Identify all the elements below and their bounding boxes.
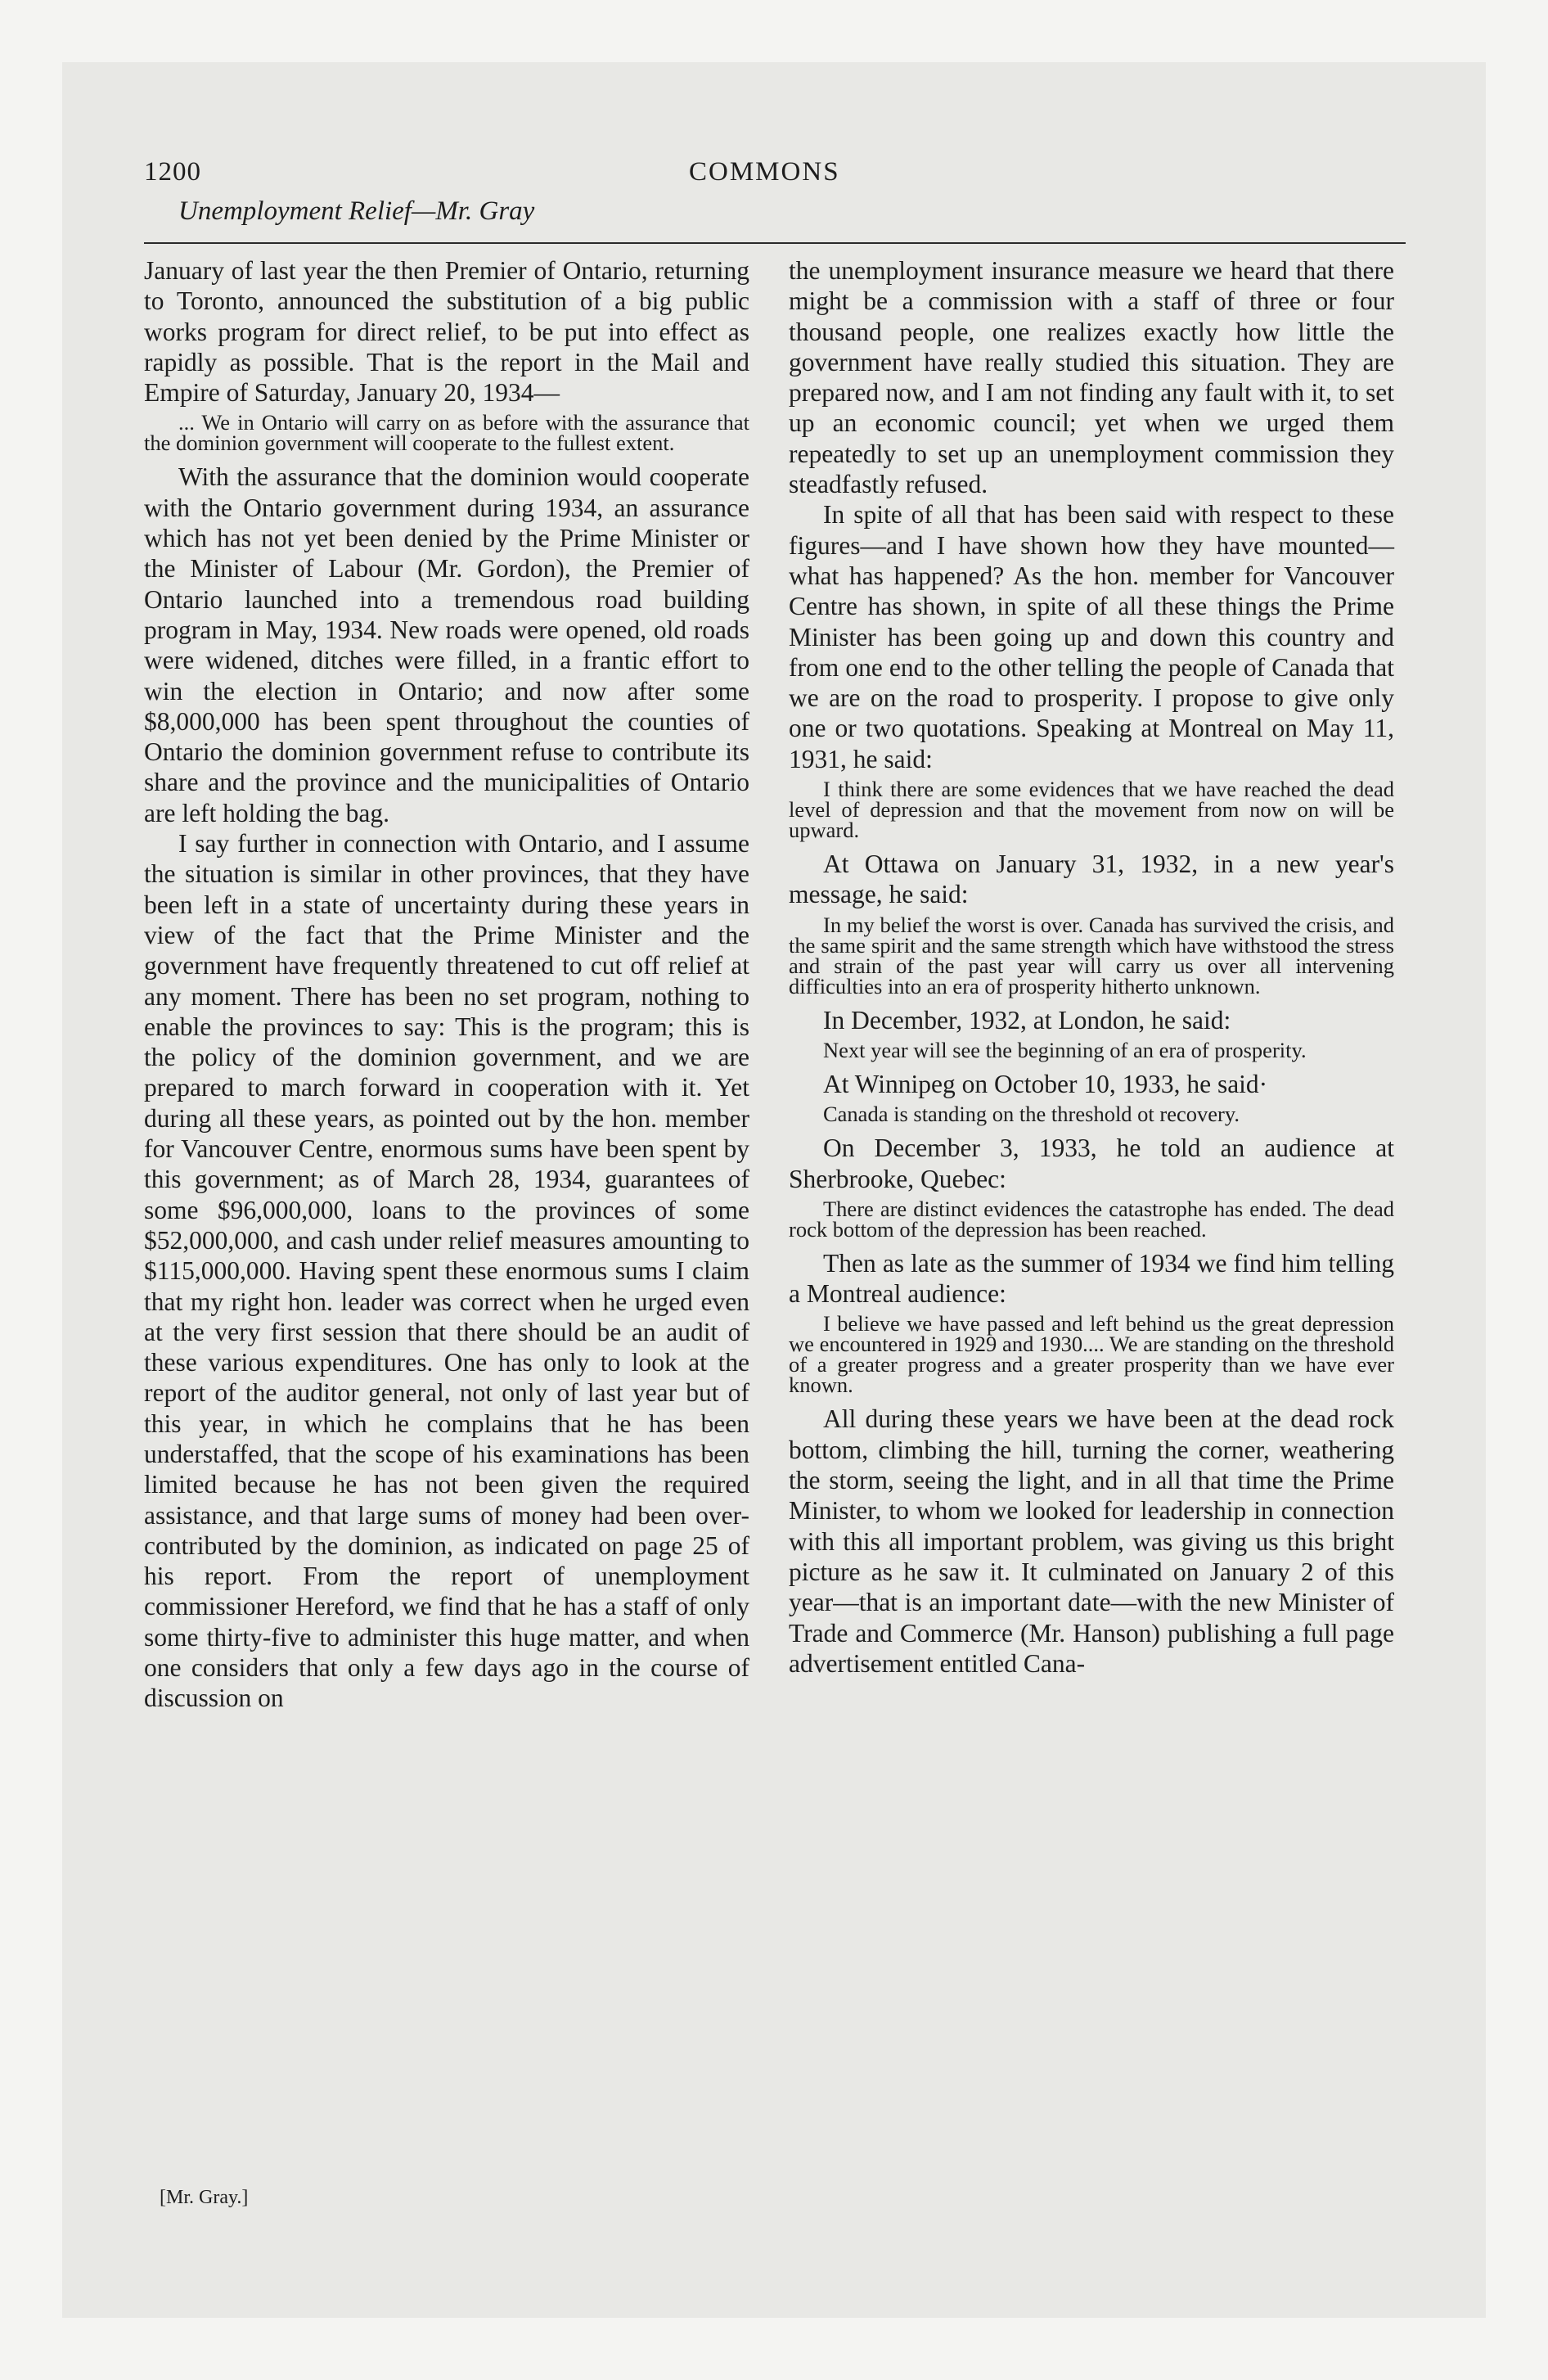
section-title: Unemployment Relief—Mr. Gray <box>178 196 535 226</box>
paragraph: With the assurance that the dominion would cooperate with the Ontario government during 1934, an assurance which has not yet been denied by the Prime Minister or the Minister of Labour (Mr. Gordon), the Premier of Ontario launched into a tremendous road building program in May, 1934. New roads were opened, old roads were widened, ditches were filled, in a frantic effort to win the election in Ontario; and now after some $8,000,000 has been spent throughout the counties of Ontario the dominion government refuse to contribute its share and the province and the municipalities of Ontario are left holding the bag. <box>144 462 749 827</box>
paragraph: On December 3, 1933, he told an audience at Sherbrooke, Quebec: <box>789 1134 1394 1193</box>
block-quote: I think there are some evidences that we have reached the dead level of depression and that the movement from now on will be upward. <box>789 777 1394 843</box>
block-quote: There are distinct evidences the catastrophe has ended. The dead rock bottom of the depression has been reached. <box>789 1196 1394 1242</box>
paragraph: In December, 1932, at London, he said: <box>823 1005 1231 1034</box>
page-number: 1200 <box>144 157 201 187</box>
paragraph: the unemployment insurance measure we heard that there might be a commission with a staff of three or four thousand people, one realizes exactly how little the government have really studied this situation. They are prepared now, and I am not finding any fault with it, to set up an economic council; yet when we urged them repeatedly to set up an unemployment commission they steadfastly refused. <box>789 256 1394 499</box>
page-header <box>144 157 1406 244</box>
block-quote: ... We in Ontario will carry on as before with the assurance that the dominion government will cooperate to the fullest extent. <box>144 410 749 456</box>
paragraph: At Ottawa on January 31, 1932, in a new year's message, he said: <box>789 850 1394 909</box>
block-quote: In my belief the worst is over. Canada has survived the crisis, and the same spirit and the same strength which have withstood the stress and strain of the past year will carry us over all intervening difficulties into an era of prosperity hitherto unknown. <box>789 912 1394 998</box>
speaker-note: [Mr. Gray.] <box>160 2187 249 2208</box>
block-quote: Canada is standing on the threshold ot recovery. <box>823 1102 1240 1127</box>
paragraph: At Winnipeg on October 10, 1933, he said· <box>823 1069 1268 1098</box>
paragraph: January of last year the then Premier of Ontario, returning to Toronto, announced the substitution of a big public works program for direct relief, to be put into effect as rapidly as possible. That is the report in the Mail and Empire of Saturday, January 20, 1934— <box>144 256 749 408</box>
running-head: COMMONS <box>689 157 840 187</box>
paragraph: In spite of all that has been said with respect to these figures—and I have shown how they have mounted—what has happened? As the hon. member for Vancouver Centre has shown, in spite of all these things the Prime Minister has been going up and down this country and from one end to the other telling the people of Canada that we are on the road to prosperity. I propose to give only one or two quotations. Speaking at Montreal on May 11, 1931, he said: <box>789 500 1394 773</box>
paragraph: I say further in connection with Ontario, and I assume the situation is similar in other provinces, that they have been left in a state of uncertainty during these years in view of the fact that the Prime Minister and the government have frequently threatened to cut off relief at any moment. There has been no set program, nothing to enable the provinces to say: This is the program; this is the policy of the dominion government, and we are prepared to march forward in cooperation with it. Yet during all these years, as pointed out by the hon. member for Vancouver Centre, enormous sums have been spent by this government; as of March 28, 1934, guarantees of some $96,000,000, loans to the provinces of some $52,000,000, and cash under relief measures amounting to $115,000,000. Having spent these enormous sums I claim that my right hon. leader was correct when he urged even at the very first session that there should be an audit of these various expenditures. One has only to look at the report of the auditor general, not only of last year but of this year, in which he complains that he has been understaffed, that the scope of his examinations has been limited because he has not been given the required assistance, and that large sums of money had been over-contributed by the dominion, as indicated on page 25 of his report. From the report of unemployment commissioner Hereford, we find that he has a staff of only some thirty-five to administer this huge matter, and when one considers that only a few days ago in the course of discussion on <box>144 829 749 1713</box>
block-quote: Next year will see the beginning of an era of prosperity. <box>823 1037 1307 1062</box>
right-column <box>789 255 1394 1679</box>
paragraph: All during these years we have been at the dead rock bottom, climbing the hill, turning the corner, weathering the storm, seeing the light, and in all that time the Prime Minister, to whom we looked for leadership in connection with this all important problem, was giving us this bright picture as he saw it. It culminated on January 2 of this year—that is an important date—with the new Minister of Trade and Commerce (Mr. Hanson) publishing a full page advertisement entitled Cana- <box>789 1404 1394 1678</box>
paragraph: Then as late as the summer of 1934 we find him telling a Montreal audience: <box>789 1248 1394 1309</box>
block-quote: I believe we have passed and left behind us the great depression we encountered in 1929 and 1930.... We are standing on the threshold of a greater progress and a greater prosperity than we have ever known. <box>789 1311 1394 1398</box>
left-column <box>144 255 749 1714</box>
